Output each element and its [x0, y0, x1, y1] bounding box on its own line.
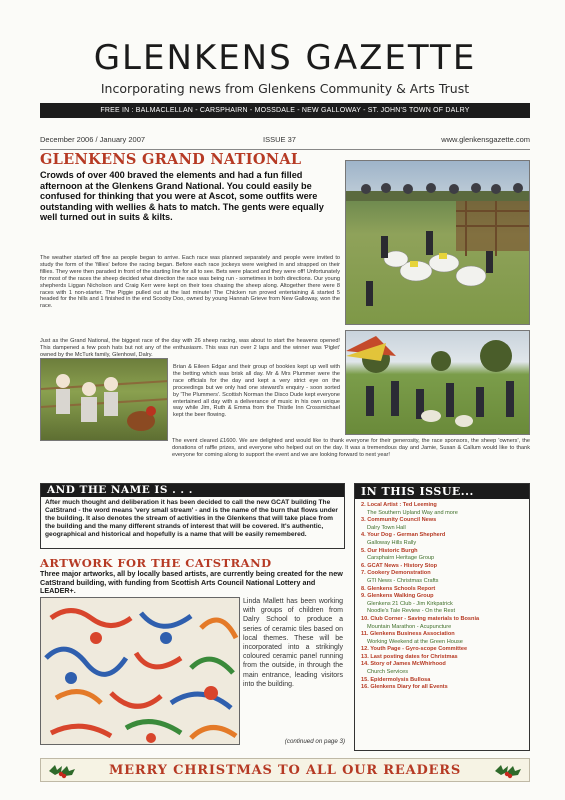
issue-info-row	[40, 135, 530, 147]
children-artwork-art	[41, 598, 240, 745]
contents-item[interactable]: 3. Community Council News Dalry Town Hall	[361, 517, 437, 531]
in-this-issue-title: IN THIS ISSUE...	[355, 484, 529, 499]
children-photo	[40, 358, 168, 441]
christmas-banner	[40, 758, 530, 782]
name-headline: AND THE NAME IS . . .	[41, 484, 344, 497]
contents-item[interactable]: 14. Story of James McWhirhood Church Services	[361, 661, 446, 676]
contents-item[interactable]: 10. Club Corner - Saving materials to Bosnia Mountain Marathon - Acupuncture	[361, 615, 480, 630]
contents-item[interactable]: 7. Cookery Demonstration GTI News - Christmas Crafts	[361, 570, 439, 584]
sheep-race-photo-art	[346, 161, 530, 325]
contents-item[interactable]: 4. Your Dog - German Shepherd Galloway Hills Rally	[361, 532, 446, 546]
crowd-photo-art	[346, 331, 530, 435]
sheep-race-photo	[345, 160, 530, 325]
masthead-title: GLENKENS GAZETTE	[93, 38, 477, 78]
name-body: After much thought and deliberation it has been decided to call the new GCAT building The CatStrand - the word means 'very small stream' - and is the name of the burn that flows under the building. It also denotes the stream of activities in the Glenkens that will take place from the building and the many different strands of interest that will be covered. It's authentic, geographical and historical and hopefully is a name that will be easily remembered.	[45, 499, 338, 538]
contents-item[interactable]: 12. Youth Page - Gyro-scope Committee	[361, 646, 468, 653]
free-in-bar: FREE IN : BALMACLELLAN - CARSPHAIRN - MOSSDALE - NEW GALLOWAY - ST. JOHN'S TOWN OF DALRY	[40, 103, 530, 118]
grand-national-body-2: Just as the Grand National, the biggest race of the day with 26 sheep racing, was about to start the heavens opened! This dampened a few posh hats but not any of the enthusiasm. This was run over 2 laps and the winner was 'Piglet' owned by the McTurk family, Glenhowl, Dalry.	[40, 338, 340, 358]
children-photo-art	[41, 359, 168, 441]
name-announcement-box	[40, 483, 345, 549]
contents-item[interactable]: 8. Glenkens Schools Report	[361, 585, 436, 592]
masthead	[40, 38, 530, 96]
issue-number: ISSUE 37	[263, 135, 296, 144]
crowd-photo	[345, 330, 530, 435]
contents-item[interactable]: 6. GCAT News - History Stop	[361, 562, 438, 569]
masthead-subtitle: Incorporating news from Glenkens Community & Arts Trust	[100, 81, 470, 96]
issue-date: December 2006 / January 2007	[40, 135, 146, 144]
artwork-lead: Three major artworks, all by locally based artists, are currently being created for the new CatStrand building, with funding from Scottish Arts Council National Lottery and LEADER+.	[40, 569, 343, 596]
continued-note: (continued on page 3)	[284, 738, 345, 745]
artwork-body: Linda Mallett has been working with groups of children from Dalry School to produce a series of ceramic tiles based on local themes. These will be incorporated into a strikingly coloured ceramic panel running from the outside, in through the main entrance, leading visitors into the building.	[243, 598, 343, 688]
contents-list	[355, 499, 529, 692]
artwork-headline: ARTWORK FOR THE CATSTRAND	[40, 556, 272, 570]
website-link[interactable]: www.glenkensgazette.com	[441, 135, 530, 144]
contents-item[interactable]: 15. Epidermolysis Bullosa	[361, 676, 431, 683]
contents-item[interactable]: 9. Glenkens Walking Group Glenkens 21 Club - Jim Kirkpatrick Noodle's Tale Review - On the Rest	[361, 593, 456, 615]
children-artwork-image	[40, 597, 240, 745]
in-this-issue-box	[354, 483, 530, 751]
christmas-greeting: MERRY CHRISTMAS TO ALL OUR READERS	[108, 763, 462, 778]
grand-national-lead: Crowds of over 400 braved the elements and had a fun filled afternoon at the Glenkens Grand National. You could easily be confused for thinking that you were at Ascot, some outfits were outstanding with wellies & hats to match. The gents were equally well turned out in suits & kilts.	[40, 170, 324, 223]
grand-national-body-4: The event cleared £1600. We are delighted and would like to thank everyone for their generosity, the race sponsors, the sheep 'owners', the donations of raffle prizes, and everyone who helped out on the day. It was a tremendous day and Jamie, Susan & Callum would like to thank everyone for coming along to support the event and we are looking forward to next year!	[172, 438, 530, 458]
contents-item[interactable]: 2. Local Artist : Ted Leeming The Southern Upland Way and more	[361, 502, 458, 516]
contents-item[interactable]: 13. Last posting dates for Christmas	[361, 653, 458, 660]
contents-item[interactable]: 5. Our Historic Burgh Carsphairn Heritage Group	[361, 547, 435, 562]
grand-national-body-3: Brian & Eileen Edgar and their group of bookies kept up well with the betting which was brisk all day. Mr & Mrs Plummer were the race officials for the day and kept a very strict eye on the proceedings but we only had one steward's enquiry - soon sorted by 'The Plummers'. Scottish Norman the Disco Dude kept everyone entertained all day with a deliverance of music in his own unique way while Jim, Ruth & Emma from the Thistle Inn Crossmichael kept the beer flowing.	[173, 364, 340, 419]
divider	[40, 149, 530, 150]
grand-national-headline: GLENKENS GRAND NATIONAL	[40, 151, 302, 168]
contents-item[interactable]: 16. Glenkens Diary for all Events	[361, 684, 448, 691]
grand-national-body-1: The weather started off fine as people began to arrive. Each race was planned separately and people were invited to study the form of the 'fillies' before the racing began. Before each race jockeys were weighed in and strapped on their fillies. They were then paraded in front of the starting line for all to see. Bets were placed and they were off! Unfortunately for most of the races the sheep decided what direction the race was being run - sometimes in both directions. Our young shepherds Liggan Nicholson and Craig Kerr were kept on their toes chasing the sheep along. Altogether there were 8 races with 1 non-starter. The Piggie pulled out at the last minute! The Chicken run proved entertaining & started 5 headed for the hills and 1 finished in the end Scooby Doo, owned by young Hannah Grieve from New Galloway, won the race.	[40, 255, 340, 310]
holly-icon	[493, 761, 523, 781]
contents-item[interactable]: 11. Glenkens Business Association Working Weekend at the Green House	[361, 631, 463, 645]
